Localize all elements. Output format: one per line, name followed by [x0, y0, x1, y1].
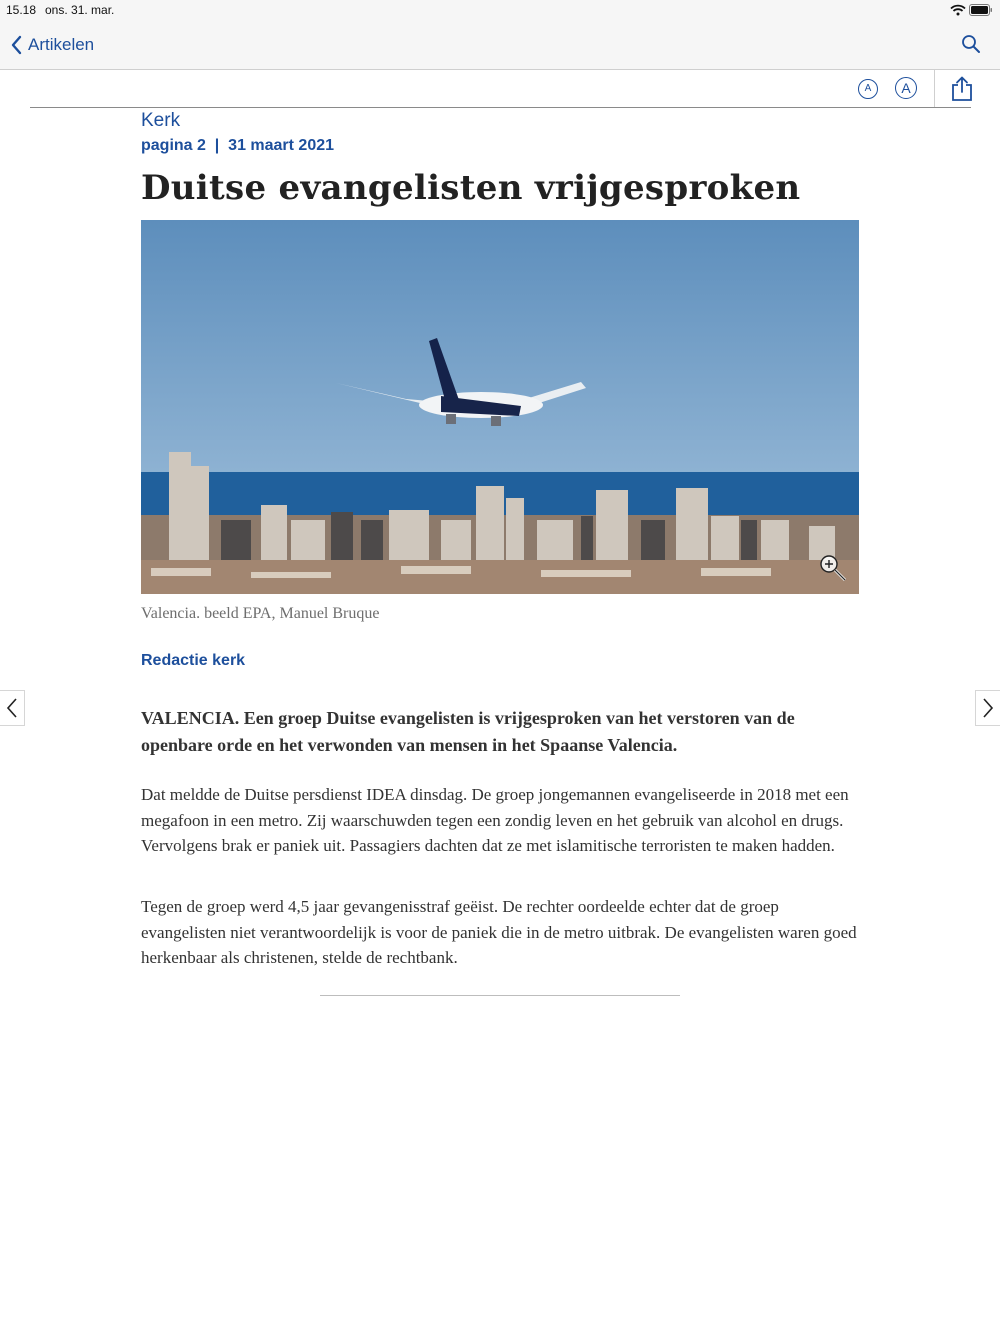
- article-paragraph: Tegen de groep werd 4,5 jaar gevangenisstraf geëist. De rechter oordeelde echter dat de groep evangelisten niet verantwoordelijk is voor de paniek die in de metro uitbrak. De evangelisten waren goed herkenbaar als christenen, stelde de rechtbank.: [141, 897, 857, 967]
- battery-icon: [969, 4, 993, 16]
- author-link[interactable]: Redactie kerk: [141, 652, 246, 669]
- chevron-right-icon: [976, 691, 1000, 725]
- chevron-left-icon: [0, 691, 24, 725]
- status-time: 15.18: [6, 3, 37, 17]
- article-lead: VALENCIA. Een groep Duitse evangelisten is vrijgesproken van het verstoren van de openbare orde en het verwonden van mensen in het Spaanse Valencia.: [141, 708, 795, 755]
- share-icon[interactable]: [950, 76, 974, 102]
- back-button[interactable]: [10, 33, 94, 57]
- wifi-icon: [950, 4, 966, 16]
- article-meta: pagina 2 | 31 maart 2021: [141, 137, 335, 154]
- previous-article-button[interactable]: [0, 690, 25, 726]
- toolbar-divider-line: [30, 107, 971, 108]
- next-article-button[interactable]: [975, 690, 1000, 726]
- zoom-icon[interactable]: [818, 553, 848, 583]
- decrease-font-button[interactable]: A: [858, 79, 878, 99]
- photo-caption: Valencia. beeld EPA, Manuel Bruque: [141, 605, 380, 622]
- article-end-divider: [320, 995, 680, 996]
- toolbar-divider: [934, 69, 935, 107]
- search-icon[interactable]: [961, 34, 981, 54]
- article-headline: Duitse evangelisten vrijgesproken: [141, 168, 801, 208]
- status-date: ons. 31. mar.: [45, 3, 115, 17]
- back-label: Artikelen: [28, 35, 95, 54]
- increase-font-button[interactable]: A: [895, 77, 917, 99]
- chevron-left-icon: [10, 35, 22, 55]
- article-paragraph: Dat meldde de Duitse persdienst IDEA dinsdag. De groep jongemannen evangeliseerde in 2018 met een megafoon in een metro. Zij waarschuwden tegen een zondig leven en het gebruik van alcohol en drugs. Vervolgens brak er paniek uit. Passagiers dachten dat ze met islamitische terroristen te maken hadden.: [141, 785, 849, 855]
- top-bar: [0, 0, 1000, 70]
- article-photo[interactable]: [141, 220, 859, 594]
- section-label: Kerk: [141, 110, 181, 131]
